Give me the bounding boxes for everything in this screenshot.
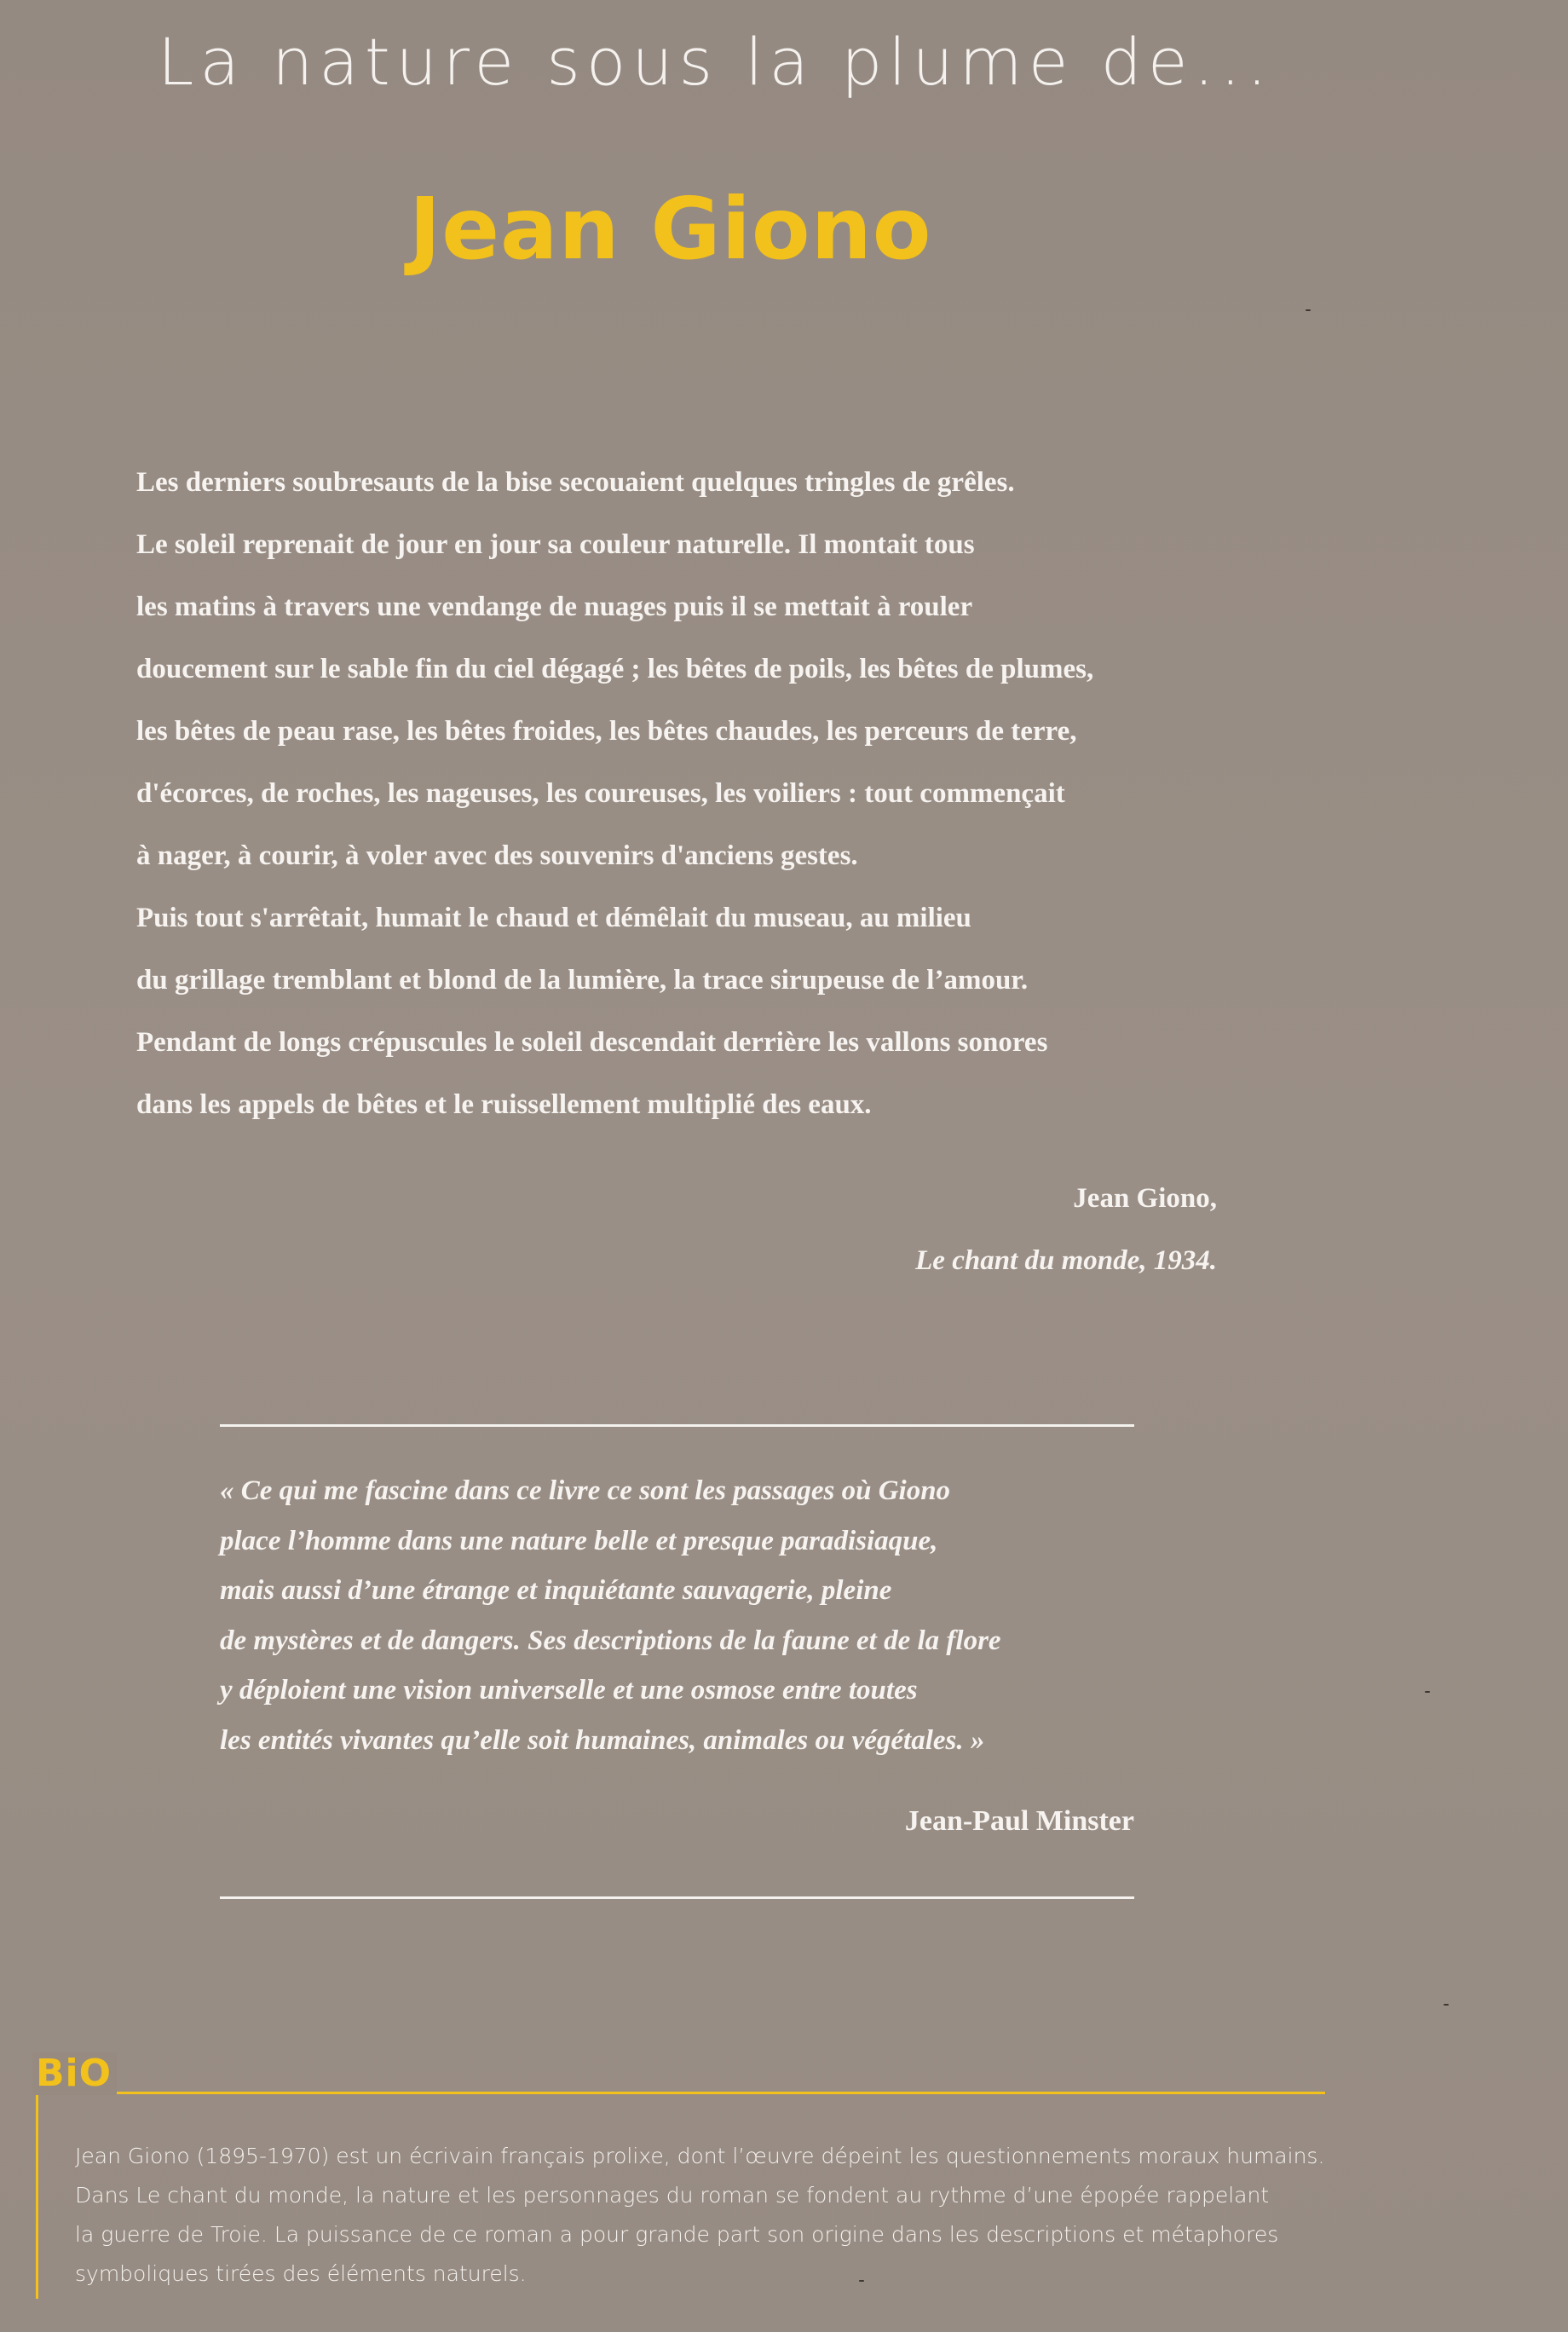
bio-line: symboliques tirées des éléments naturels. (75, 2261, 527, 2286)
excerpt-line: doucement sur le sable fin du ciel dégagé ; les bêtes de poils, les bêtes de plumes, (136, 654, 1094, 684)
excerpt-line: dans les appels de bêtes et le ruissellement multiplié des eaux. (136, 1089, 872, 1120)
excerpt-line: les bêtes de peau rase, les bêtes froides, les bêtes chaudes, les perceurs de terre, (136, 716, 1077, 747)
excerpt-author: Jean Giono, (1073, 1183, 1217, 1214)
paper-speck (1444, 2004, 1449, 2006)
testimonial-quote (220, 1466, 1200, 1765)
page-subtitle: La nature sous la plume de... (158, 24, 1274, 100)
excerpt-line: les matins à travers une vendange de nuages puis il se mettait à rouler (136, 592, 973, 622)
page-title: Jean Giono (409, 179, 932, 279)
quote-divider-bottom (220, 1896, 1134, 1899)
excerpt-line: Le soleil reprenait de jour en jour sa couleur naturelle. Il montait tous (136, 529, 975, 560)
excerpt-passage (136, 452, 1244, 1136)
paper-speck (1306, 309, 1311, 311)
quote-line: y déploient une vision universelle et une osmose entre toutes (220, 1675, 918, 1706)
excerpt-line: du grillage tremblant et blond de la lumière, la trace sirupeuse de l’amour. (136, 965, 1029, 996)
quote-line: place l’homme dans une nature belle et presque paradisiaque, (220, 1525, 938, 1556)
bio-line: Dans Le chant du monde, la nature et les personnages du roman se fondent au rythme d’une épopée rappelant (75, 2183, 1270, 2208)
quote-line: de mystères et de dangers. Ses descriptions de la faune et de la flore (220, 1625, 1001, 1656)
paper-speck (1425, 1691, 1430, 1693)
paper-speck (859, 2280, 864, 2282)
excerpt-line: Puis tout s'arrêtait, humait le chaud et démêlait du museau, au milieu (136, 903, 971, 933)
excerpt-line: Pendant de longs crépuscules le soleil descendait derrière les vallons sonores (136, 1027, 1048, 1058)
bio-label: BiO (32, 2052, 117, 2095)
excerpt-work-title: Le chant du monde, 1934. (915, 1245, 1217, 1276)
excerpt-attribution (915, 1168, 1217, 1292)
quote-author: Jean-Paul Minster (904, 1805, 1134, 1837)
quote-line: « Ce qui me fascine dans ce livre ce sont les passages où Giono (220, 1475, 951, 1506)
bio-line: Jean Giono (1895-1970) est un écrivain français prolixe, dont l’œuvre dépeint les questionnements moraux humains. (75, 2144, 1325, 2168)
excerpt-line: d'écorces, de roches, les nageuses, les coureuses, les voiliers : tout commençait (136, 778, 1065, 809)
excerpt-line: à nager, à courir, à voler avec des souvenirs d'anciens gestes. (136, 840, 858, 871)
quote-line: les entités vivantes qu’elle soit humaines, animales ou végétales. » (220, 1724, 985, 1756)
quote-divider-top (220, 1424, 1134, 1427)
excerpt-line: Les derniers soubresauts de la bise secouaient quelques tringles de grêles. (136, 467, 1015, 498)
bio-text (75, 2137, 1336, 2294)
quote-line: mais aussi d’une étrange et inquiétante sauvagerie, pleine (220, 1575, 892, 1606)
bio-line: la guerre de Troie. La puissance de ce roman a pour grande part son origine dans les descriptions et métaphores (75, 2222, 1279, 2247)
